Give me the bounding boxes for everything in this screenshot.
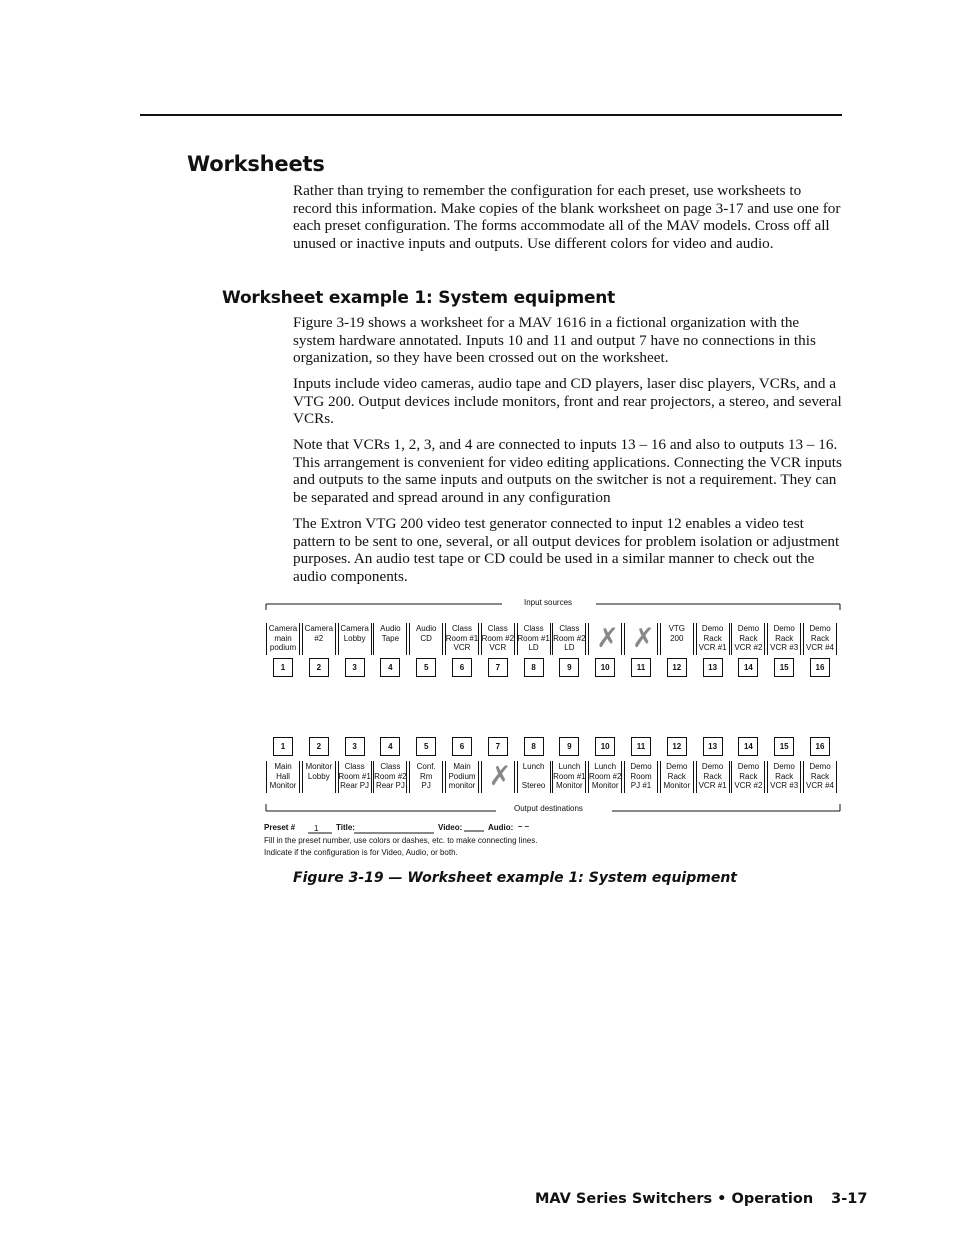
page-footer [535,1191,867,1207]
input-crossed-out-icon-10: ✗ [596,623,619,654]
output-label-15: Demo Rack VCR #3 [770,762,799,790]
output-label-3: Class Room #1 Rear PJ [338,762,371,790]
input-number-11: 11 [631,658,651,677]
top-rule [140,114,842,116]
worksheet-note-1: Fill in the preset number, use colors or dashes, etc. to make connecting lines. [264,836,538,845]
audio-label: Audio: [488,823,514,832]
output-number-13: 13 [703,737,723,756]
output-number-16: 16 [810,737,830,756]
output-number-11: 11 [631,737,651,756]
input-label-7: Class Room #2 VCR [481,624,515,652]
output-number-4: 4 [380,737,400,756]
input-label-13: Demo Rack VCR #1 [698,624,727,652]
output-number-3: 3 [345,737,365,756]
worksheet-diagram [258,596,850,866]
input-label-2: Camera #2 [304,624,334,643]
preset-label: Preset # [264,823,296,832]
input-number-4: 4 [380,658,400,677]
input-label-3: Camera Lobby [340,624,369,643]
output-label-6: Main Podium monitor [448,762,476,790]
output-label-14: Demo Rack VCR #2 [734,762,763,790]
input-label-12: VTG 200 [668,624,686,643]
input-label-9: Class Room #2 LD [553,624,586,652]
output-number-8: 8 [524,737,544,756]
output-label-4: Class Room #2 Rear PJ [374,762,407,790]
output-label-1: Main Hall Monitor [269,762,297,790]
output-number-2: 2 [309,737,329,756]
input-crossed-out-icon-11: ✗ [632,623,655,654]
input-sources-title: Input sources [524,598,573,607]
input-number-6: 6 [452,658,472,677]
section-heading: Worksheets [187,152,325,176]
input-number-14: 14 [738,658,758,677]
output-number-9: 9 [559,737,579,756]
worksheet-note-2: Indicate if the configuration is for Video, Audio, or both. [264,848,458,857]
output-label-11: Demo Room PJ #1 [630,762,652,790]
input-number-9: 9 [559,658,579,677]
input-label-8: Class Room #1 LD [517,624,550,652]
input-number-15: 15 [774,658,794,677]
footer-title: MAV Series Switchers • Operation [535,1191,814,1207]
audio-dash-mark: – – [518,822,530,831]
output-crossed-out-icon-7: ✗ [488,761,512,792]
input-label-4: Audio Tape [380,624,401,643]
video-label: Video: [438,823,463,832]
output-number-10: 10 [595,737,615,756]
output-label-5: Conf. Rm PJ [416,762,436,790]
input-number-12: 12 [667,658,687,677]
input-number-8: 8 [524,658,544,677]
body-paragraph-3: Note that VCRs 1, 2, 3, and 4 are connected to inputs 13 – 16 and also to outputs 13 – 16. This arrangement is convenient for video editing applications. Connecting the VCR inputs and outputs to the same inputs and outputs on the switcher is not a requirement. They can be separated and spread around in any configuration [293,436,842,506]
output-label-12: Demo Rack Monitor [663,762,691,790]
output-number-15: 15 [774,737,794,756]
output-number-14: 14 [738,737,758,756]
output-destinations-title: Output destinations [514,804,583,813]
body-paragraph-2: Inputs include video cameras, audio tape and CD players, laser disc players, VCRs, and a VTG 200. Output devices include monitors, front and rear projectors, a stereo, and several VCRs. [293,375,842,428]
figure-caption: Figure 3-19 — Worksheet example 1: System equipment [293,870,737,886]
input-label-16: Demo Rack VCR #4 [805,624,834,652]
input-label-6: Class Room #1 VCR [445,624,479,652]
subsection-heading: Worksheet example 1: System equipment [222,288,616,308]
input-number-16: 16 [810,658,830,677]
output-number-7: 7 [488,737,508,756]
output-label-10: Lunch Room #2 Monitor [588,762,622,790]
input-label-5: Audio CD [415,624,437,643]
output-number-6: 6 [452,737,472,756]
input-label-1: Camera main podium [268,624,298,652]
input-number-10: 10 [595,658,615,677]
body-paragraph-1: Figure 3-19 shows a worksheet for a MAV 1616 in a fictional organization with the system hardware annotated. Inputs 10 and 11 and output 7 have no connections in this organization, so they have been crossed out on the worksheet. [293,314,816,367]
title-label: Title: [336,823,355,832]
input-number-1: 1 [273,658,293,677]
input-label-14: Demo Rack VCR #2 [734,624,763,652]
output-label-16: Demo Rack VCR #4 [805,762,834,790]
body-paragraph-4: The Extron VTG 200 video test generator connected to input 12 enables a video test pattern to be sent to one, several, or all output devices for problem isolation or adjustment purposes. An audio test tape or CD could be used in a similar manner to check out the audio components. [293,515,840,585]
page-number: 3-17 [831,1191,868,1207]
input-number-13: 13 [703,658,723,677]
intro-paragraph: Rather than trying to remember the configuration for each preset, use worksheets to record this information. Make copies of the blank worksheet on page 3-17 and use one for each preset configuration. The forms accommodate all of the MAV models. Cross off all unused or inactive inputs and outputs. Use different colors for video and audio. [293,182,841,252]
input-number-5: 5 [416,658,436,677]
preset-value: 1 [314,824,319,833]
output-number-5: 5 [416,737,436,756]
input-number-3: 3 [345,658,365,677]
input-label-15: Demo Rack VCR #3 [770,624,799,652]
output-label-8: Lunch Stereo [521,762,546,790]
output-number-1: 1 [273,737,293,756]
output-label-13: Demo Rack VCR #1 [698,762,727,790]
output-label-2: Monitor Lobby [305,762,333,781]
output-number-12: 12 [667,737,687,756]
input-number-2: 2 [309,658,329,677]
output-label-9: Lunch Room #1 Monitor [553,762,586,790]
input-number-7: 7 [488,658,508,677]
